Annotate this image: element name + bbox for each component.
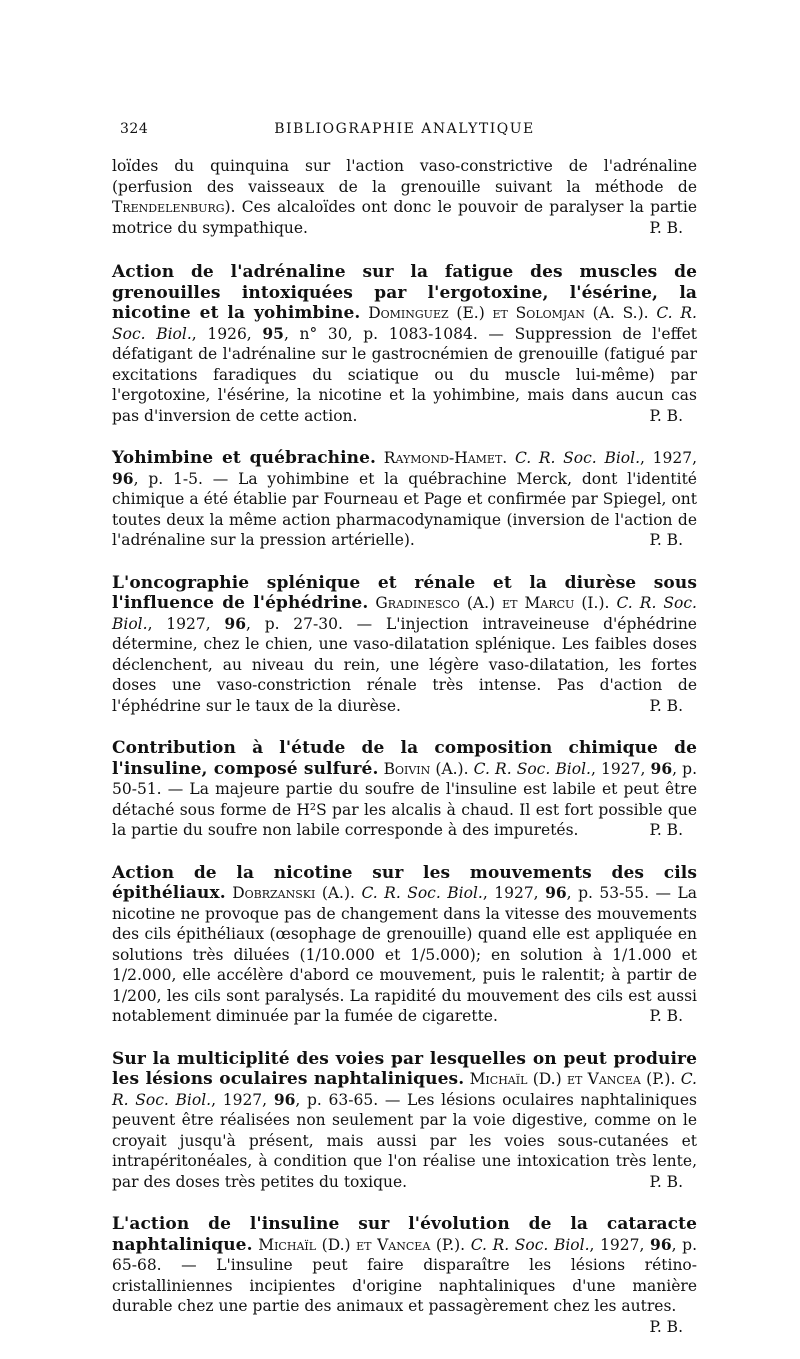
entry-title: L'oncographie splénique et rénale et la diurèse sous l'influence de l'éphédrine. xyxy=(112,572,697,613)
entry-space xyxy=(252,325,263,343)
entry-pages: , p. 50-51. xyxy=(112,759,698,798)
bibliography-entry xyxy=(112,573,697,717)
entry-pages: , p. 53-55. xyxy=(566,884,650,902)
bibliography-entry xyxy=(112,1214,697,1337)
entry-abstract: — Suppression de l'effet défatigant de l'adrénaline sur le gastrocnémien de grenouille (fatigué par excitations faradiques du sciatique ou du muscle lui-même) par l'ergotoxine, l'ésérine, la nicotine et la yohimbine, mais dans aucun cas pas d'inversion de cette action. xyxy=(112,324,697,425)
entry-title: Sur la multiciplité des voies par lesquelles on peut produire les lésions oculaires naphtaliniques. xyxy=(112,1048,697,1089)
entry-pages: , p. 63-65. xyxy=(295,1090,379,1109)
entry-volume: 96 xyxy=(545,883,567,902)
entry-abstract: — L'injection intraveineuse d'éphédrine détermine, chez le chien, une vaso-dilatation splénique. Les faibles doses déclenchent, au niveau du rein, une légère vaso-dilatation, les fortes doses une vaso-constriction rénale très intense. Pas d'action de l'éphédrine sur le taux de la diurèse. xyxy=(112,614,697,715)
entry-authors: Raymond-Hamet. xyxy=(383,449,508,467)
entry-space xyxy=(211,615,225,633)
intro-author: Trendelenburg xyxy=(112,198,225,216)
entry-title: Yohimbine et québrachine. xyxy=(112,448,377,468)
entry-abstract: — L'insuline peut faire disparaître les lésions rétino-cristalliniennes incipientes d'origine naphtaliniques d'une manière durable chez une partie des animaux et passagèrement chez les autres. xyxy=(112,1256,697,1315)
entry-journal: C. R. Soc. Biol. xyxy=(514,449,641,467)
entry-volume: 95 xyxy=(262,323,284,343)
entry-authors: Michaïl (D.) et Vancea (P.). xyxy=(258,1235,466,1254)
entry-abstract: — La nicotine ne provoque pas de changement dans la vitesse des mouvements des cils épithéliaux (œsophage de grenouille) quand elle est appliquée en solutions très diluées (1/10.000 et 1/5.000); en solution à 1/1.000 et 1/2.000, elle accélère d'abord ce mouvement, puis le ralentit; à partir de 1/200, les cils sont paralysés. La rapidité du mouvement des cils est aussi notablement diminuée par la fumée de cigarette. xyxy=(112,884,697,1025)
page-number: 324 xyxy=(120,121,149,137)
intro-text: loïdes du quinquina sur l'action vaso-constrictive de l'adrénaline (perfusion des vaisseaux de la grenouille suivant la méthode de xyxy=(112,157,697,196)
entry-abstract: — Les lésions oculaires naphtaliniques peuvent être réalisées non seulement par la voie digestive, comme on le croyait jusqu'à présent, mais aussi par les voies sous-cutanées et intrapéritonéales, à condition que l'on réalise une intoxication très lente, par des doses très petites du toxique. xyxy=(112,1090,698,1191)
entry-space xyxy=(376,449,384,467)
entry-title: Action de la nicotine sur les mouvements des cils épithéliaux. xyxy=(112,862,697,903)
entry-title: Contribution à l'étude de la composition chimique de l'insuline, composé sulfuré. xyxy=(112,738,697,779)
entry-space xyxy=(609,594,616,612)
entry-authors: Boivin (A.). xyxy=(383,759,469,778)
entry-volume: 96 xyxy=(224,613,246,633)
bibliography-entry xyxy=(112,863,697,1027)
entry-pages: , p. 27-30. xyxy=(246,614,343,633)
entry-authors: Michaïl (D.) et Vancea (P.). xyxy=(469,1070,676,1088)
continued-paragraph xyxy=(112,156,697,238)
reviewer-initials: P. B. xyxy=(649,696,683,715)
entry-journal: C. R. Soc. Biol. xyxy=(112,304,697,343)
entry-volume: 96 xyxy=(273,1089,296,1109)
bibliography-entry xyxy=(112,1049,697,1193)
bibliography-entry xyxy=(112,262,697,426)
entry-journal: C. R. Soc. Biol. xyxy=(473,759,591,778)
reviewer-initials: P. B. xyxy=(649,406,683,425)
reviewer-initials: P. B. xyxy=(649,531,683,549)
entry-pages: , n° 30, p. 1083-1084. xyxy=(283,324,478,343)
entry-volume: 96 xyxy=(650,758,673,778)
entry-space xyxy=(507,449,515,467)
entry-year: , 1927, xyxy=(590,759,646,778)
entry-journal: C. R. Soc. Biol. xyxy=(470,1235,590,1254)
reviewer-initials: P. B. xyxy=(649,218,683,237)
entry-title: Action de l'adrénaline sur la fatigue des muscles de grenouilles intoxiquées par l'ergotoxine, l'ésérine, la nicotine et la yohimbine. xyxy=(112,262,697,323)
entry-list xyxy=(112,262,697,1337)
entry-year: , 1927, xyxy=(589,1235,645,1254)
entry-year: , 1927, xyxy=(482,884,539,902)
reviewer-initials: P. B. xyxy=(649,1172,683,1191)
page-header xyxy=(112,121,697,141)
entry-year: , 1926, xyxy=(191,324,252,343)
entry-year: , 1927, xyxy=(640,449,698,467)
entry-abstract: — La majeure partie du soufre de l'insuline est labile et peut être détaché sous forme de H²S par les alcalis à chaud. Il est fort possible que la partie du soufre non labile corresponde à des impuretés. xyxy=(112,780,697,839)
entry-year: , 1927, xyxy=(211,1090,268,1109)
entry-authors: Dominguez (E.) et Solomjan (A. S.). xyxy=(368,304,649,322)
running-title: BIBLIOGRAPHIE ANALYTIQUE xyxy=(274,121,535,137)
entry-journal: C. R. Soc. Biol. xyxy=(112,1070,697,1109)
entry-space xyxy=(267,1091,274,1109)
reviewer-initials: P. B. xyxy=(649,1317,683,1336)
entry-pages: , p. 1-5. xyxy=(133,469,203,488)
entry-year: , 1927, xyxy=(147,614,211,633)
entry-volume: 96 xyxy=(112,468,134,488)
entry-title: L'action de l'insuline sur l'évolution de la cataracte naphtalinique. xyxy=(112,1214,697,1255)
reviewer-initials: P. B. xyxy=(649,821,683,839)
entry-authors: Gradinesco (A.) et Marcu (I.). xyxy=(375,594,610,612)
bibliography-body xyxy=(112,156,697,1359)
reviewer-initials: P. B. xyxy=(649,1007,683,1025)
bibliography-entry xyxy=(112,738,697,841)
entry-pages: , p. 65-68. xyxy=(112,1235,697,1274)
entry-journal: C. R. Soc. Biol. xyxy=(112,594,697,633)
entry-abstract: — La yohimbine et la québrachine Merck, dont l'identité chimique a été établie par Fourneau et Page et confirmée par Spiegel, ont toutes deux la même action pharmacodynamique (inversion de l'action de l'adrénaline sur la pression artérielle). xyxy=(112,469,697,549)
bibliography-entry xyxy=(112,448,697,551)
intro-text-2: ). Ces alcaloïdes ont donc le pouvoir de paralyser la partie motrice du sympathique. xyxy=(112,198,697,237)
entry-authors: Dobrzanski (A.). xyxy=(232,884,355,902)
entry-volume: 96 xyxy=(650,1234,672,1254)
entry-journal: C. R. Soc. Biol. xyxy=(361,884,483,902)
